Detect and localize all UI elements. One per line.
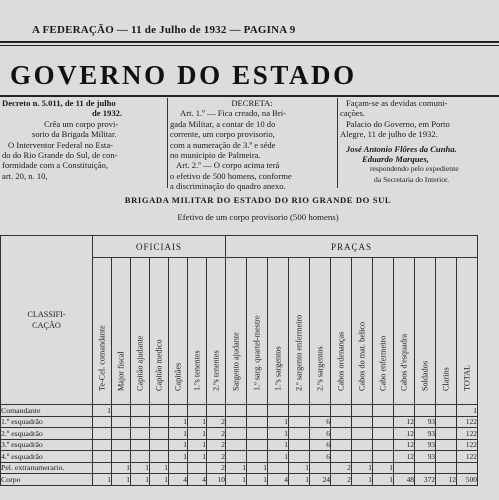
table-cell	[331, 451, 352, 463]
column-header	[415, 258, 436, 405]
table-cell: 1	[188, 451, 207, 463]
table-cell	[131, 405, 150, 417]
table-cell: 12	[436, 474, 457, 486]
table-cell: 1	[352, 462, 373, 474]
column-header	[268, 258, 289, 405]
table-cell: 1	[247, 462, 268, 474]
table-cell: 2	[331, 474, 352, 486]
table-cell: 6	[310, 416, 331, 428]
decree-line: a discriminação do quadro anexo.	[170, 181, 286, 192]
table-cell	[394, 462, 415, 474]
table-cell: 93	[415, 428, 436, 440]
table-cell	[150, 439, 169, 451]
table-cell	[150, 451, 169, 463]
table-cell	[112, 428, 131, 440]
table-cell	[268, 405, 289, 417]
table-cell	[150, 416, 169, 428]
table-cell	[394, 405, 415, 417]
column-header	[352, 258, 373, 405]
row-label: Pel. extranumerario.	[1, 462, 93, 474]
column-header-label: 2.ºs tenentes	[211, 350, 221, 391]
table-cell	[247, 428, 268, 440]
table-cell: 2	[207, 416, 226, 428]
table-row	[1, 416, 478, 428]
decree-column-1	[2, 98, 162, 181]
table-cell	[169, 405, 188, 417]
decree-line: Palacio do Governo, em Porto	[346, 118, 450, 129]
column-header-label: Cabos ordenanças	[336, 331, 346, 391]
table-cell: 12	[394, 451, 415, 463]
table-row	[1, 462, 478, 474]
table-row	[1, 474, 478, 486]
column-divider	[337, 98, 338, 188]
table-cell: 1	[169, 428, 188, 440]
table-cell: 1	[268, 451, 289, 463]
column-header-label: Sargento ajudante	[231, 332, 241, 391]
column-header	[226, 258, 247, 405]
page-header: A FEDERAÇÃO — 11 de Julho de 1932 — PAGINA 9	[32, 24, 296, 36]
column-header	[394, 258, 415, 405]
table-cell	[247, 439, 268, 451]
table-cell	[131, 451, 150, 463]
table-cell	[226, 428, 247, 440]
table-cell: 2	[207, 451, 226, 463]
decree-line: do do Rio Grande do Sul, de con-	[2, 150, 118, 161]
column-header	[457, 258, 478, 405]
decree-line: com a numeração de 3.º e séde	[170, 139, 276, 150]
table-cell: 1	[131, 474, 150, 486]
table-cell: 1	[93, 474, 112, 486]
table-cell	[415, 405, 436, 417]
table-cell: 1	[150, 462, 169, 474]
column-header-label: Clarins	[441, 367, 451, 391]
table-cell	[93, 462, 112, 474]
table-cell: 122	[457, 428, 478, 440]
row-label: 2.º esquadrão	[1, 428, 93, 440]
table-cell	[436, 405, 457, 417]
table-cell	[131, 416, 150, 428]
table-title: BRIGADA MILITAR DO ESTADO DO RIO GRANDE DO SUL	[124, 195, 392, 205]
table-cell	[310, 462, 331, 474]
decree-column-2	[170, 98, 334, 192]
officers-group-header: OFICIAIS	[93, 236, 226, 258]
table-cell	[247, 405, 268, 417]
column-header-label: Soldados	[420, 360, 430, 391]
table-cell: 1	[247, 474, 268, 486]
table-cell	[373, 405, 394, 417]
column-header-label: Major fiscal	[116, 351, 126, 391]
column-header	[150, 258, 169, 405]
table-cell	[352, 439, 373, 451]
table-cell: 6	[310, 451, 331, 463]
table-cell: 2	[207, 428, 226, 440]
table-cell	[310, 405, 331, 417]
table-cell: 122	[457, 439, 478, 451]
table-cell: 93	[415, 439, 436, 451]
table-cell: 1	[457, 405, 478, 417]
table-cell: 1	[268, 416, 289, 428]
column-header-label: Te-Cel. comandante	[97, 325, 107, 391]
header-rule	[0, 41, 499, 43]
table-cell: 10	[207, 474, 226, 486]
row-label: Comandante	[1, 405, 93, 417]
table-cell	[331, 428, 352, 440]
table-cell	[112, 439, 131, 451]
table-cell: 2	[207, 439, 226, 451]
classification-label: CAÇÃO	[32, 321, 61, 330]
column-header	[310, 258, 331, 405]
signature-name: José Antonio Flôres da Cunha.	[346, 143, 457, 154]
decree-line: art. 20, n. 10,	[2, 170, 48, 181]
signature-note: da Secretaria do Interior.	[374, 174, 450, 184]
table-cell: 1	[112, 474, 131, 486]
table-row	[1, 439, 478, 451]
column-header	[207, 258, 226, 405]
column-header-label: 2.º sargento enfermeiro	[294, 314, 304, 391]
table-cell	[112, 451, 131, 463]
table-cell	[247, 416, 268, 428]
table-cell	[352, 451, 373, 463]
table-cell	[93, 451, 112, 463]
table-cell	[226, 416, 247, 428]
table-cell: 1	[93, 405, 112, 417]
table-cell: 2	[331, 462, 352, 474]
table-row	[1, 428, 478, 440]
column-header-label: 1.º sarg. quartel-mestre	[252, 315, 262, 391]
decree-line: Art. 1.º — Fica creado, na Bri-	[180, 108, 286, 119]
decree-line: Crêa um corpo provi-	[44, 118, 119, 129]
column-header-label: Cabos do mat. belico	[357, 321, 367, 391]
column-divider	[167, 98, 168, 188]
table-cell: 500	[457, 474, 478, 486]
table-cell	[289, 428, 310, 440]
table-cell: 1	[268, 428, 289, 440]
row-label: 3.º esquadrão	[1, 439, 93, 451]
table-cell	[352, 428, 373, 440]
table-cell: 1	[150, 474, 169, 486]
effective-table	[0, 235, 478, 486]
row-label: Corpo	[1, 474, 93, 486]
column-header-label: TOTAL	[462, 364, 472, 391]
column-header-label: 1.ºs sargentos	[273, 346, 283, 391]
row-label: 4.º esquadrão	[1, 451, 93, 463]
title-rule	[0, 95, 499, 97]
column-header-label: Capitães	[173, 362, 183, 391]
table-cell	[93, 416, 112, 428]
table-cell	[268, 462, 289, 474]
table-cell	[93, 439, 112, 451]
table-cell: 1	[373, 462, 394, 474]
table-cell	[436, 416, 457, 428]
table-cell	[169, 462, 188, 474]
column-header	[169, 258, 188, 405]
column-header-label: 2.ºs sargentos	[315, 346, 325, 391]
decree-line: o efetivo de 500 homens, conforme	[170, 170, 292, 181]
header-rule-thin	[0, 45, 499, 46]
table-cell	[247, 451, 268, 463]
column-header	[289, 258, 310, 405]
table-subtitle: Efetivo de um corpo provisorio (500 homens)	[177, 212, 339, 222]
table-cell	[150, 405, 169, 417]
decree-line: formidade com a Constituição,	[2, 160, 108, 171]
table-cell	[226, 439, 247, 451]
table-cell: 4	[188, 474, 207, 486]
table-cell	[436, 451, 457, 463]
table-cell	[415, 462, 436, 474]
table-cell	[289, 405, 310, 417]
table-cell	[93, 428, 112, 440]
table-cell	[436, 462, 457, 474]
table-cell: 1	[188, 428, 207, 440]
table-cell: 4	[169, 474, 188, 486]
table-cell	[373, 428, 394, 440]
row-label: 1.º esquadrão	[1, 416, 93, 428]
table-cell: 48	[394, 474, 415, 486]
table-cell	[289, 416, 310, 428]
table-cell	[131, 439, 150, 451]
table-cell	[112, 405, 131, 417]
table-cell	[131, 428, 150, 440]
decree-line: sorio da Brigada Militar.	[32, 129, 117, 140]
table-cell: 1	[289, 462, 310, 474]
decree-date: de 1932.	[92, 108, 123, 119]
decree-line: corrente, um corpo provisorio,	[170, 129, 275, 140]
table-cell: 24	[310, 474, 331, 486]
table-cell	[331, 416, 352, 428]
table-cell: 1	[131, 462, 150, 474]
column-header	[112, 258, 131, 405]
column-header-label: Cabos d'esquadra	[399, 333, 409, 391]
table-cell: 1	[289, 474, 310, 486]
table-row	[1, 405, 478, 417]
table-cell	[373, 451, 394, 463]
column-header	[436, 258, 457, 405]
table-cell: 1	[169, 416, 188, 428]
table-cell: 6	[310, 439, 331, 451]
table-cell: 1	[373, 474, 394, 486]
table-cell	[331, 439, 352, 451]
table-cell: 372	[415, 474, 436, 486]
decree-heading: Decreto n. 5.011, de 11 de julho	[2, 98, 116, 108]
table-cell	[207, 405, 226, 417]
decree-line: no municipio de Palmeira.	[170, 150, 261, 161]
table-cell: 122	[457, 416, 478, 428]
decree-column-3	[340, 98, 498, 185]
decree-line: gada Militar, a contar de 10 do	[170, 118, 276, 129]
decree-line: Façam-se as devidas comuni-	[346, 98, 448, 108]
table-cell: 1	[112, 462, 131, 474]
table-cell: 93	[415, 451, 436, 463]
table-cell	[226, 451, 247, 463]
table-row	[1, 451, 478, 463]
table-cell	[436, 439, 457, 451]
classification-header	[1, 236, 93, 405]
table-cell	[457, 462, 478, 474]
table-cell	[373, 416, 394, 428]
decree-line: O Interventor Federal no Esta-	[8, 139, 113, 150]
decreta-heading: DECRETA:	[231, 98, 273, 108]
table-cell: 1	[188, 439, 207, 451]
table-cell: 1	[188, 416, 207, 428]
column-header	[93, 258, 112, 405]
signature-name: Eduardo Marques,	[362, 154, 429, 165]
classification-label: CLASSIFI-	[27, 310, 66, 319]
decree-line: cações.	[340, 108, 366, 119]
column-header-label: 1.ºs tenentes	[192, 350, 202, 391]
column-header	[188, 258, 207, 405]
table-cell	[289, 451, 310, 463]
table-cell	[436, 428, 457, 440]
table-cell: 4	[268, 474, 289, 486]
table-cell: 12	[394, 428, 415, 440]
table-cell: 6	[310, 428, 331, 440]
table-cell: 12	[394, 416, 415, 428]
signature-note: respondendo pelo expediente	[370, 164, 459, 174]
table-cell	[289, 439, 310, 451]
table-cell: 1	[352, 474, 373, 486]
table-cell	[188, 405, 207, 417]
main-title: GOVERNO DO ESTADO	[10, 60, 357, 90]
table-cell: 2	[207, 462, 226, 474]
table-cell	[373, 439, 394, 451]
table-cell: 1	[226, 474, 247, 486]
column-header	[247, 258, 268, 405]
table-cell	[331, 405, 352, 417]
column-header	[331, 258, 352, 405]
table-cell	[226, 405, 247, 417]
column-header	[373, 258, 394, 405]
decree-line: Alegre, 11 de julho de 1932.	[340, 129, 438, 140]
table-cell: 1	[169, 439, 188, 451]
table-cell	[352, 405, 373, 417]
table-cell: 1	[226, 462, 247, 474]
table-cell: 12	[394, 439, 415, 451]
table-cell	[352, 416, 373, 428]
table-cell	[188, 462, 207, 474]
table-cell	[112, 416, 131, 428]
table-cell: 1	[169, 451, 188, 463]
column-header	[131, 258, 150, 405]
table-cell	[150, 428, 169, 440]
ranks-group-header: PRAÇAS	[226, 236, 478, 258]
column-header-label: Capitão medico	[154, 339, 164, 391]
column-header-label: Cabo enfermeiro	[378, 335, 388, 391]
column-header-label: Capitão ajudante	[135, 335, 145, 391]
table-cell: 122	[457, 451, 478, 463]
decree-line: Art. 2.º — O corpo acima terá	[176, 160, 280, 171]
table-cell: 1	[268, 439, 289, 451]
table-cell: 93	[415, 416, 436, 428]
